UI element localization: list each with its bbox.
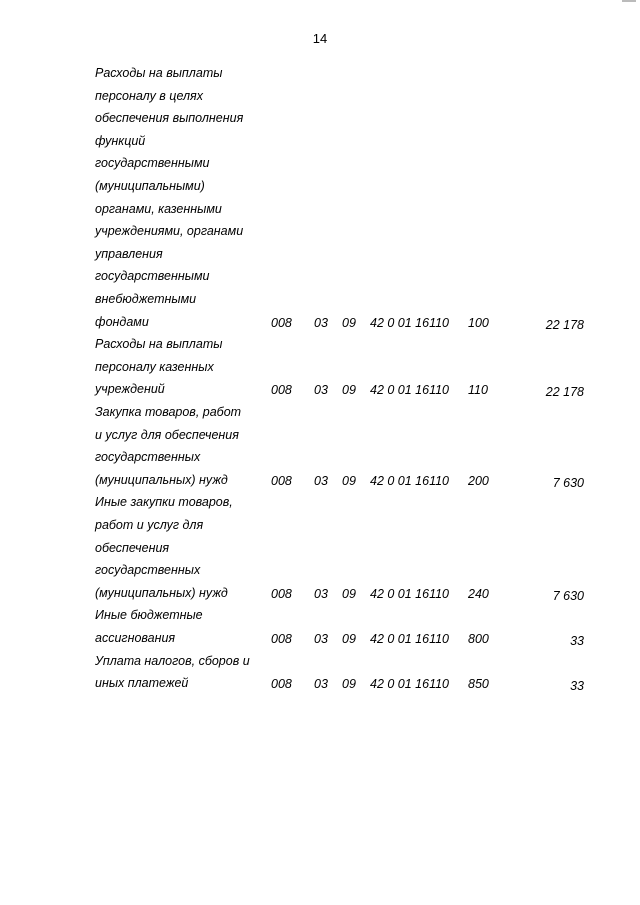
description-line: и услуг для обеспечения bbox=[95, 427, 239, 442]
description-line: учреждениями, органами bbox=[95, 224, 244, 239]
description-line: учреждений bbox=[95, 382, 165, 397]
ved-code: 008 bbox=[271, 383, 292, 398]
corner-mark bbox=[622, 0, 636, 2]
description-line: управления bbox=[95, 246, 163, 261]
row-description bbox=[95, 333, 222, 401]
description-line: Расходы на выплаты bbox=[95, 66, 223, 80]
section-code: 03 bbox=[314, 383, 328, 398]
expense-type-code: 110 bbox=[468, 383, 488, 398]
target-article-code: 42 0 01 16110 bbox=[370, 586, 450, 601]
ved-code: 008 bbox=[271, 677, 292, 692]
description-line: Расходы на выплаты bbox=[95, 337, 223, 352]
description-line: Иные закупки товаров, bbox=[95, 495, 233, 510]
section-code: 03 bbox=[314, 631, 328, 646]
description-line: государственными bbox=[95, 269, 210, 284]
description-line: работ и услуг для bbox=[95, 517, 204, 532]
expense-type-code: 240 bbox=[468, 586, 489, 601]
target-article-code: 42 0 01 16110 bbox=[370, 631, 450, 646]
subsection-code: 09 bbox=[342, 473, 356, 488]
description-line: персоналу в целях bbox=[95, 88, 203, 103]
section-code: 03 bbox=[314, 677, 328, 692]
amount: 22 178 bbox=[545, 385, 584, 400]
subsection-code: 09 bbox=[342, 586, 356, 601]
amount: 7 630 bbox=[552, 588, 584, 603]
ved-code: 008 bbox=[271, 473, 292, 488]
row-description bbox=[95, 62, 243, 333]
subsection-code: 09 bbox=[342, 383, 356, 398]
target-article-code: 42 0 01 16110 bbox=[370, 315, 450, 330]
subsection-code: 09 bbox=[342, 677, 356, 692]
description-line: государственных bbox=[95, 563, 201, 578]
target-article-code: 42 0 01 16110 bbox=[370, 473, 450, 488]
description-line: государственных bbox=[95, 450, 201, 465]
description-line: внебюджетными bbox=[95, 291, 197, 306]
section-code: 03 bbox=[314, 473, 328, 488]
description-line: (муниципальных) нужд bbox=[95, 585, 228, 600]
ved-code: 008 bbox=[271, 315, 292, 330]
amount: 33 bbox=[570, 633, 584, 648]
description-line: (муниципальными) bbox=[95, 178, 205, 193]
description-line: функций bbox=[95, 133, 146, 148]
row-description bbox=[95, 491, 233, 604]
amount: 7 630 bbox=[552, 475, 584, 490]
description-line: фондами bbox=[95, 314, 149, 329]
description-line: иных платежей bbox=[95, 676, 189, 691]
description-line: обеспечения выполнения bbox=[95, 111, 244, 126]
description-line: государственными bbox=[95, 156, 210, 171]
row-description bbox=[95, 604, 203, 649]
target-article-code: 42 0 01 16110 bbox=[370, 383, 450, 398]
target-article-code: 42 0 01 16110 bbox=[370, 677, 450, 692]
expense-type-code: 850 bbox=[468, 677, 489, 692]
amount: 33 bbox=[570, 679, 584, 694]
section-code: 03 bbox=[314, 586, 328, 601]
expense-type-code: 100 bbox=[468, 315, 489, 330]
description-line: органами, казенными bbox=[95, 201, 222, 216]
section-code: 03 bbox=[314, 315, 328, 330]
subsection-code: 09 bbox=[342, 631, 356, 646]
ved-code: 008 bbox=[271, 586, 292, 601]
row-description bbox=[95, 650, 250, 695]
ved-code: 008 bbox=[271, 631, 292, 646]
row-description bbox=[95, 401, 241, 491]
description-line: обеспечения bbox=[95, 540, 170, 555]
description-line: (муниципальных) нужд bbox=[95, 472, 228, 487]
description-line: персоналу казенных bbox=[95, 359, 214, 374]
description-line: Закупка товаров, работ bbox=[95, 405, 242, 419]
description-line: Уплата налогов, сборов и bbox=[95, 653, 250, 668]
description-line: ассигнования bbox=[95, 630, 176, 645]
subsection-code: 09 bbox=[342, 315, 356, 330]
description-line: Иные бюджетные bbox=[95, 608, 203, 623]
expense-type-code: 200 bbox=[468, 473, 489, 488]
page-number: 14 bbox=[312, 31, 328, 46]
expense-type-code: 800 bbox=[468, 631, 489, 646]
amount: 22 178 bbox=[545, 317, 584, 332]
